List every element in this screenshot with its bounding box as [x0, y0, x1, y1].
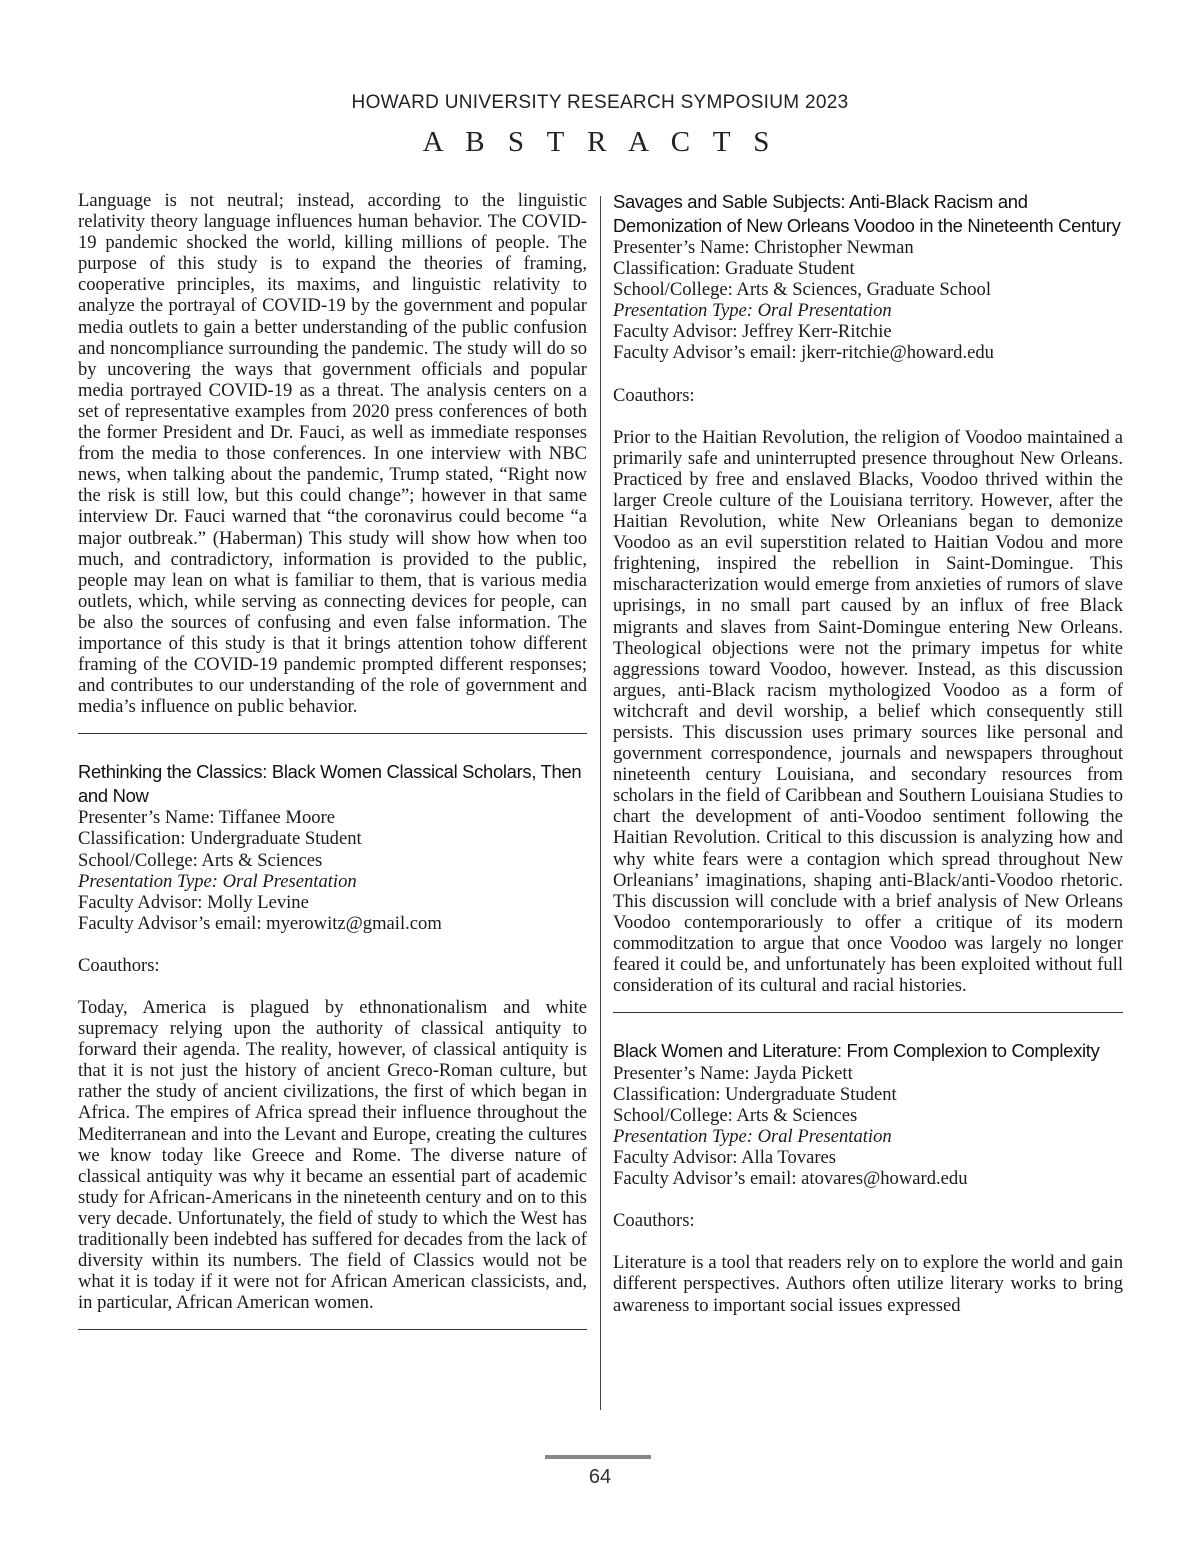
presentation-type: Presentation Type: Oral Presentation	[78, 870, 357, 892]
abstract-entry	[613, 1039, 1123, 1315]
faculty-advisor: Faculty Advisor: Molly Levine	[78, 891, 309, 913]
school-college: School/College: Arts & Sciences	[613, 1104, 858, 1126]
entry-title: Rethinking the Classics: Black Women Classical Scholars, Then and Now	[78, 761, 582, 806]
entry-meta	[78, 807, 587, 934]
abstract-entry	[613, 190, 1123, 996]
entry-meta	[613, 237, 1123, 364]
school-college: School/College: Arts & Sciences	[78, 849, 323, 871]
entry-abstract: Literature is a tool that readers rely on to explore the world and gain different perspectives. Authors often utilize literary works to bring awareness to important social issues expressed	[613, 1252, 1123, 1316]
entry-meta	[613, 1063, 1123, 1190]
entry-abstract: Today, America is plagued by ethnonationalism and white supremacy relying upon the authority of classical antiquity to forward their agenda. The reality, however, of classical antiquity is that it is not just the history of ancient Greco-Roman culture, but rather the study of ancient civilizations, the first of which began in Africa. The empires of Africa spread their influence throughout the Mediterranean and into the Levant and Europe, creating the cultures we know today like Greece and Rome. The diverse nature of classical antiquity was why it became an essential part of academic study for African-Americans in the nineteenth century and on to this very decade. Unfortunately, the field of study to which the West has traditionally been indebted has suffered for decades from the lack of diversity within its numbers. The field of Classics would not be what it is today if it were not for African American classicists, and, in particular, African American women.	[78, 997, 587, 1314]
faculty-advisor: Faculty Advisor: Alla Tovares	[613, 1147, 837, 1169]
presenter-name: Presenter’s Name: Christopher Newman	[613, 237, 914, 258]
classification: Classification: Undergraduate Student	[78, 828, 362, 850]
coauthors-label: Coauthors:	[613, 384, 695, 406]
entry-title: Savages and Sable Subjects: Anti-Black Racism and Demonization of New Orleans Voodoo in the Nineteenth Century	[613, 191, 1121, 236]
column-divider	[600, 196, 601, 1410]
school-college: School/College: Arts & Sciences, Graduate School	[613, 279, 992, 301]
presentation-type: Presentation Type: Oral Presentation	[613, 1125, 892, 1147]
left-column	[78, 190, 587, 1330]
faculty-advisor-email: Faculty Advisor’s email: myerowitz@gmail.com	[78, 912, 442, 934]
presenter-name: Presenter’s Name: Jayda Pickett	[613, 1062, 853, 1084]
coauthors-label: Coauthors:	[613, 1210, 695, 1232]
faculty-advisor-email: Faculty Advisor’s email: jkerr-ritchie@howard.edu	[613, 342, 994, 364]
faculty-advisor-email: Faculty Advisor’s email: atovares@howard.edu	[613, 1168, 968, 1190]
entry-abstract: Prior to the Haitian Revolution, the religion of Voodoo maintained a primarily safe and uninterrupted presence throughout New Orleans. Practiced by free and enslaved Blacks, Voodoo thrived within the larger Creole culture of the Louisiana territory. However, after the Haitian Revolution, white New Orleanians began to demonize Voodoo as an evil superstition related to Haitian Vodou and more frightening, inspired the rebellion in Saint-Domingue. This mischaracterization would emerge from anxieties of rumors of slave uprisings, in no small part caused by an influx of free Black migrants and slaves from Saint-Domingue entering New Orleans. Theological objections were not the primary impetus for white aggressions toward Voodoo, however. Instead, as this discussion argues, anti-Black racism mythologized Voodoo as a form of witchcraft and devil worship, a belief which consequently still persists. This discussion uses primary sources like personal and government correspondence, journals and newspapers throughout nineteenth century Louisiana, and secondary resources from scholars in the field of Caribbean and Southern Louisiana Studies to chart the development of anti-Voodoo sentiment following the Haitian Revolution. Critical to this discussion is analyzing how and why white fears were a contagion which spread throughout New Orleanians’ imaginations, shaping anti-Black/anti-Voodoo rhetoric. This discussion will conclude with a brief analysis of New Orleans Voodoo contemporariously to offer a critique of its modern commoditzation to argue that once Voodoo was largely no longer feared it could be, and unfortunately has been exploited without full consideration of its cultural and racial histories.	[613, 426, 1123, 997]
presenter-name: Presenter’s Name: Tiffanee Moore	[78, 807, 335, 829]
entry-separator	[78, 1329, 587, 1330]
coauthors-label: Coauthors:	[78, 954, 160, 976]
entry-title: Black Women and Literature: From Complexion to Complexity	[613, 1040, 1100, 1062]
faculty-advisor: Faculty Advisor: Jeffrey Kerr-Ritchie	[613, 321, 892, 343]
classification: Classification: Undergraduate Student	[613, 1083, 897, 1105]
symposium-header: HOWARD UNIVERSITY RESEARCH SYMPOSIUM 2023	[351, 92, 849, 113]
classification: Classification: Graduate Student	[613, 258, 855, 280]
continued-abstract: Language is not neutral; instead, according to the linguistic relativity theory language influences human behavior. The COVID-19 pandemic shocked the world, killing millions of people. The purpose of this study is to expand the theories of framing, cooperative principles, its maxims, and linguistic relativity to analyze the portrayal of COVID-19 by the government and popular media outlets to gain a better understanding of the public confusion and noncompliance surrounding the pandemic. The study will do so by uncovering the ways that government officials and popular media portrayed COVID-19 as a threat. The analysis centers on a set of representative examples from 2020 press conferences of both the former President and Dr. Fauci, as well as immediate responses from the media to those conferences. In one interview with NBC news, when talking about the pandemic, Trump stated, “Right now the risk is still low, but this could change”; however in that same interview Dr. Fauci warned that “the coronavirus could become “a major outbreak.” (Haberman) This study will show how when too much, and contradictory, information is provided to the public, people may lean on what is familiar to them, that is various media outlets, which, while serving as connecting devices for people, can be also the sources of confusing and even false information. The importance of this study is that it brings attention tohow different framing of the COVID-19 pandemic prompted different responses; and contributes to our understanding of the role of government and media’s influence on public behavior.	[78, 190, 587, 718]
page-number: 64	[588, 1466, 612, 1488]
abstract-entry	[78, 760, 587, 1313]
footer-bar	[545, 1455, 651, 1459]
presentation-type: Presentation Type: Oral Presentation	[613, 300, 892, 322]
section-title: A B S T R A C T S	[422, 126, 778, 158]
right-column	[613, 190, 1123, 1316]
